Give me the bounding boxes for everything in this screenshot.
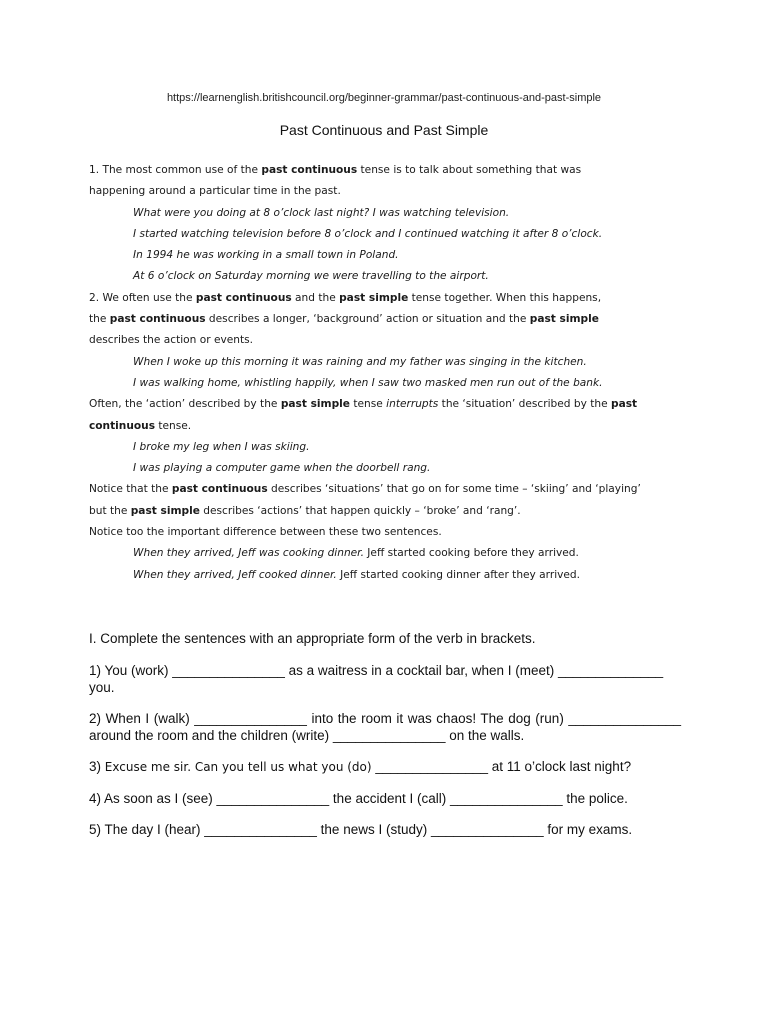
paragraph-1-line-1 — [89, 160, 689, 181]
text: The most common use of the — [99, 164, 262, 176]
lesson-body — [89, 160, 689, 586]
question-text: _______________ at 11 o’clock last night? — [375, 759, 632, 774]
paragraph-2-line-1 — [89, 288, 689, 309]
text: the — [89, 313, 110, 326]
exercise-heading: I. Complete the sentences with an appropriate form of the verb in brackets. — [89, 631, 536, 646]
italic-term: interrupts — [386, 398, 439, 411]
example-sentence: I started watching television before 8 o’clock and I continued watching it after 8 o’clock. — [133, 227, 603, 240]
exercise-section — [89, 630, 681, 852]
example-sentence: When I woke up this morning it was raining and my father was singing in the kitchen. — [133, 355, 587, 368]
paragraph-3-line-2 — [89, 416, 689, 437]
example-italic: When they arrived, Jeff was cooking dinner. — [133, 547, 364, 560]
example-sentence — [89, 543, 689, 564]
bold-term: past simple — [339, 291, 409, 304]
example-sentence: I was playing a computer game when the doorbell rang. — [133, 462, 431, 475]
text: and the — [291, 291, 340, 304]
paragraph-1-line-2: happening around a particular time in the past. — [89, 185, 341, 198]
question-3 — [89, 758, 681, 776]
paragraph-3-line-1 — [89, 394, 689, 415]
text: describes a longer, ‘background’ action or situation and the — [205, 313, 530, 326]
example-sentence: In 1994 he was working in a small town in Poland. — [133, 249, 399, 262]
example-sentence: What were you doing at 8 o’clock last night? I was watching television. — [133, 206, 510, 219]
paragraph-2-line-2 — [89, 309, 689, 330]
example-sentence: At 6 o’clock on Saturday morning we were travelling to the airport. — [133, 270, 489, 283]
bold-term: past simple — [529, 313, 599, 326]
example-sentence — [89, 565, 689, 586]
page-title: Past Continuous and Past Simple — [279, 122, 489, 138]
paragraph-4-line-1 — [89, 479, 689, 500]
paragraph-number: 1. — [89, 164, 100, 176]
paragraph-5: Notice too the important difference between these two sentences. — [89, 526, 442, 539]
bold-term: past — [610, 398, 638, 411]
text: but the — [89, 504, 131, 517]
bold-term: continuous — [89, 419, 156, 432]
text: Often, the ‘action’ described by the — [89, 398, 281, 411]
text: describes ‘actions’ that happen quickly – ‘broke’ and ‘rang’. — [199, 504, 521, 517]
bold-term: past simple — [130, 504, 200, 517]
bold-term: past continuous — [109, 313, 206, 326]
example-explanation: Jeff started cooking before they arrived. — [363, 547, 579, 560]
example-explanation: Jeff started cooking dinner after they arrived. — [336, 568, 581, 581]
question-4: 4) As soon as I (see) _______________ the accident I (call) _______________ the police. — [89, 791, 628, 806]
text: the ‘situation’ described by the — [438, 398, 611, 411]
text: tense. — [155, 419, 192, 432]
question-1: 1) You (work) _______________ as a waitress in a cocktail bar, when I (meet) ______________ you. — [89, 663, 664, 695]
question-text: Excuse me sir. Can you tell us what you (do) — [104, 760, 376, 774]
text: tense together. When this happens, — [408, 291, 602, 304]
example-sentence: I broke my leg when I was skiing. — [133, 440, 310, 453]
bold-term: past continuous — [261, 164, 358, 176]
example-italic: When they arrived, Jeff cooked dinner. — [133, 568, 337, 581]
bold-term: past continuous — [195, 291, 292, 304]
bold-term: past simple — [280, 398, 350, 411]
question-number: 3) — [89, 759, 105, 774]
bold-term: past continuous — [171, 483, 268, 496]
question-2: 2) When I (walk) _______________ into the room it was chaos! The dog (run) _______________ around the room and the children (write) _______________ on the walls. — [89, 711, 681, 743]
paragraph-2-line-3: describes the action or events. — [89, 334, 254, 347]
source-url: https://learnenglish.britishcouncil.org/beginner-grammar/past-continuous-and-past-simple — [166, 92, 602, 104]
text: describes ‘situations’ that go on for some time – ‘skiing’ and ‘playing’ — [267, 483, 641, 496]
paragraph-4-line-2 — [89, 501, 689, 522]
example-sentence: I was walking home, whistling happily, when I saw two masked men run out of the bank. — [133, 376, 603, 389]
text: 2. We often use the — [89, 291, 196, 304]
question-5: 5) The day I (hear) _______________ the news I (study) _______________ for my exams. — [89, 822, 633, 837]
text: Notice that the — [89, 483, 172, 496]
text: tense is to talk about something that was — [357, 164, 582, 176]
text: tense — [349, 398, 387, 411]
